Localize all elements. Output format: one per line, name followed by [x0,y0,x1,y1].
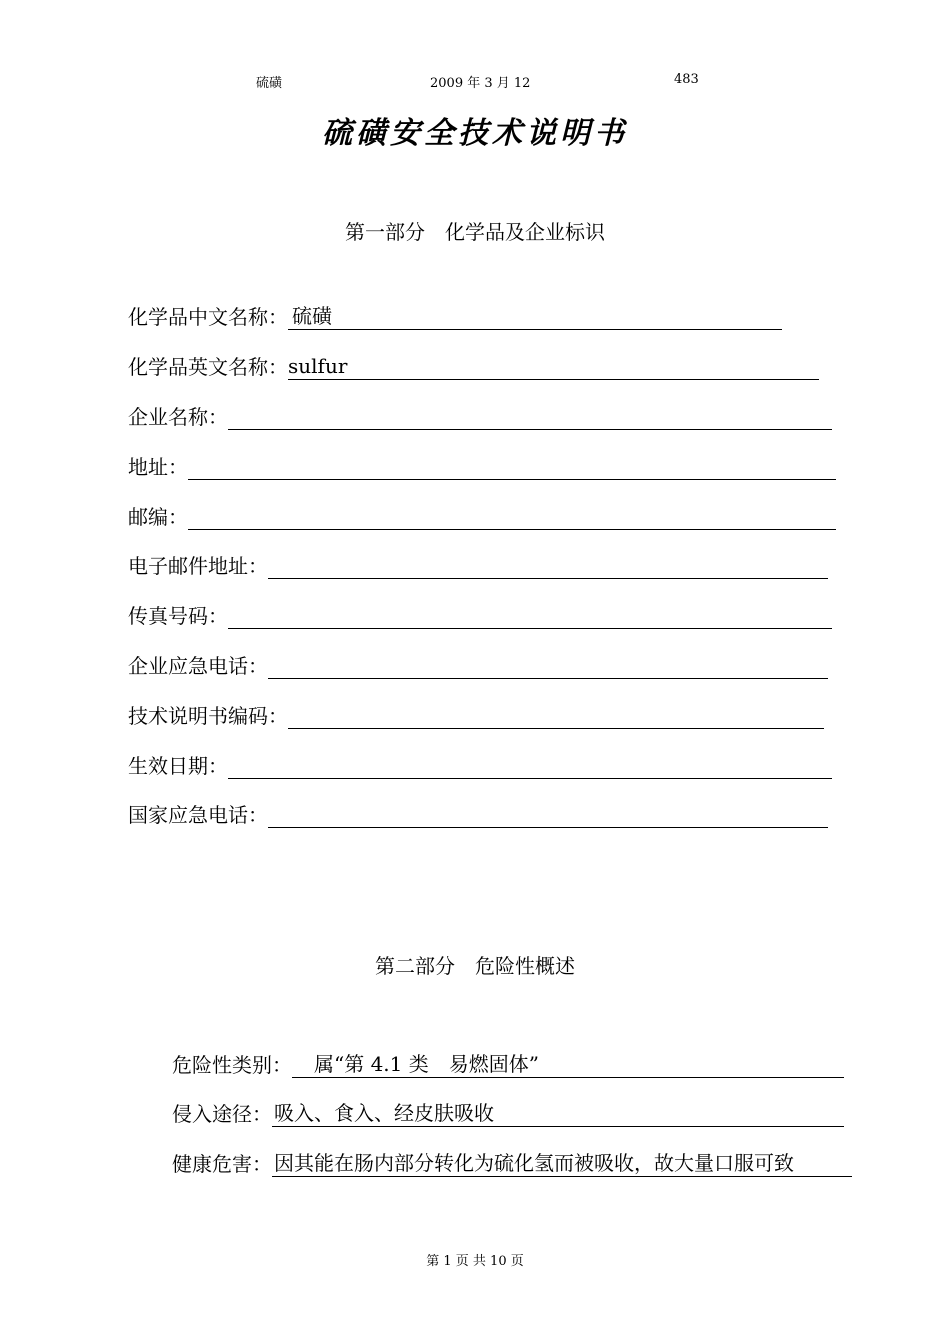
field-label: 企业应急电话： [128,654,268,678]
field-label: 化学品英文名称： [128,355,288,379]
field-value [188,453,836,480]
field-value: 硫磺 [288,303,782,330]
page-footer: 第 1 页 共 10 页 [426,1254,524,1269]
field-sds-code [128,699,824,729]
field-route-of-entry [172,1097,844,1127]
field-value: sulfur [288,353,819,380]
field-label: 生效日期： [128,754,228,778]
field-label: 电子邮件地址： [128,554,268,578]
part1-heading: 第一部分 化学品及企业标识 [345,220,605,244]
field-company-emergency-phone [128,649,828,679]
field-national-emergency-phone [128,798,828,828]
field-value [268,801,828,828]
field-effective-date [128,749,832,779]
field-english-name [128,350,819,380]
header-date: 2009 年 3 月 12 [430,76,531,91]
field-value [268,552,828,579]
field-label: 地址： [128,455,188,479]
field-health-hazard [172,1147,852,1177]
field-label: 邮编： [128,505,188,529]
field-fax [128,599,832,629]
field-label: 健康危害： [172,1152,272,1176]
field-postcode [128,500,836,530]
field-company-name [128,400,832,430]
document-title: 硫磺安全技术说明书 [322,116,628,151]
field-label: 传真号码： [128,604,228,628]
field-label: 侵入途径： [172,1102,272,1126]
field-address [128,450,836,480]
field-value [268,652,828,679]
field-label: 化学品中文名称： [128,305,288,329]
field-email [128,549,828,579]
field-label: 技术说明书编码： [128,704,288,728]
field-value: 吸入、食入、经皮肤吸收 [272,1100,844,1127]
field-value [228,602,832,629]
field-label: 危险性类别： [172,1053,292,1077]
field-value [188,503,836,530]
field-label: 国家应急电话： [128,803,268,827]
field-label: 企业名称： [128,405,228,429]
field-chinese-name [128,300,782,330]
header-left: 硫磺 [256,76,283,91]
field-value: 因其能在肠内部分转化为硫化氢而被吸收，故大量口服可致 [272,1150,852,1177]
header-number: 483 [674,72,699,87]
field-value: 属“第 4.1 类 易燃固体” [292,1051,844,1078]
field-value [228,403,832,430]
field-hazard-class [172,1048,844,1078]
field-value [228,752,832,779]
part2-heading: 第二部分 危险性概述 [375,954,575,978]
field-value [288,702,824,729]
